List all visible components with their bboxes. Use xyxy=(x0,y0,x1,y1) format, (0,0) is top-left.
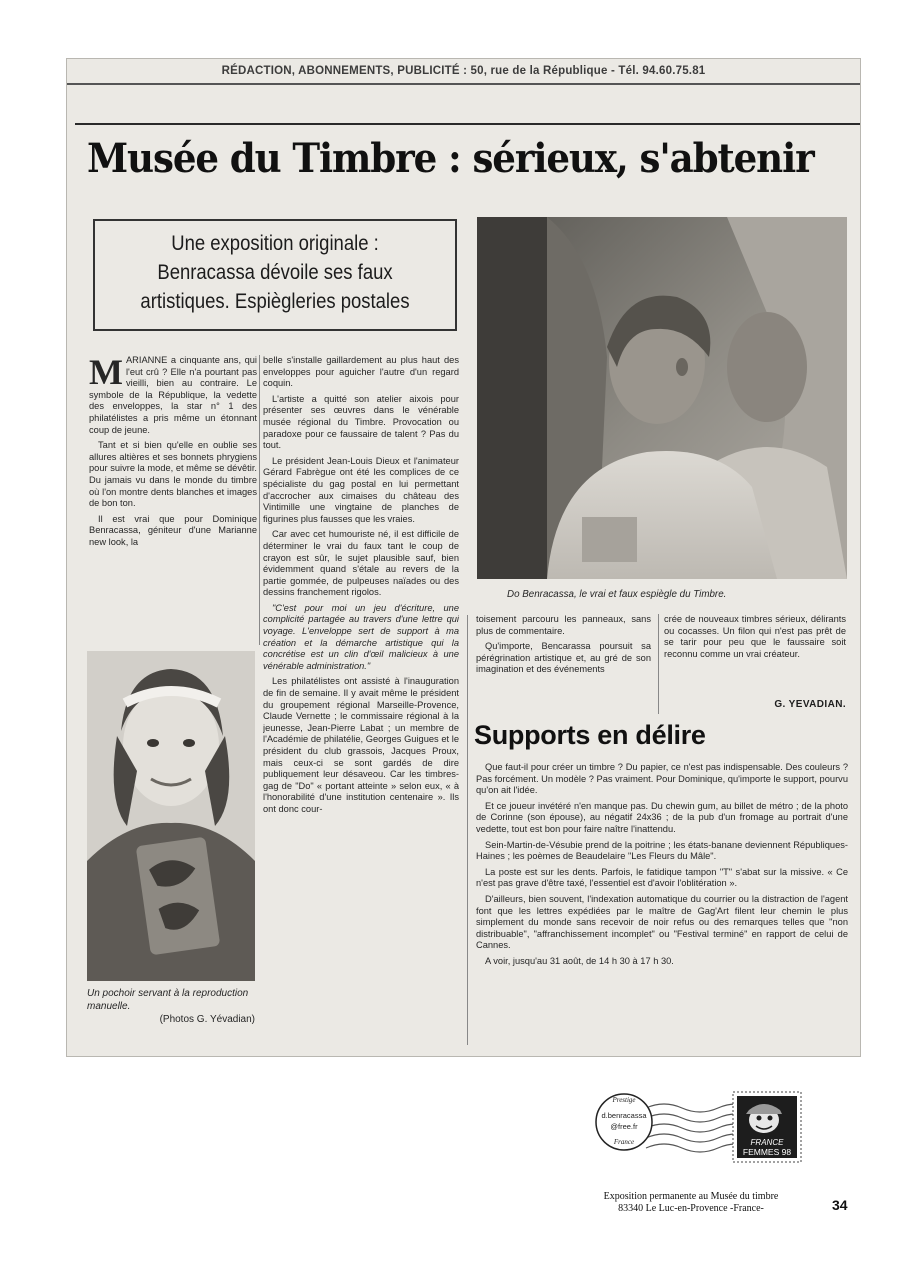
paragraph: Le président Jean-Louis Dieux et l'animateur Gérard Fabrègue ont été les complices de ce spécialiste du gag postal en lui permettant d'accrocher aux cimaises du château des Vintimille une vingtaine de planches de figurines plus fausses que les vraies. xyxy=(263,455,459,524)
photo-caption: Do Benracassa, le vrai et faux espiègle du Timbre. xyxy=(507,589,727,600)
paragraph: Tant et si bien qu'elle en oublie ses allures altières et ses bonnets phrygiens pour suivre la mode, et même se dévêtir. Du jamais vu dans le monde du timbre où l'on montre dents blanches et images de bon ton. xyxy=(89,440,257,509)
paragraph: Sein-Martin-de-Vésubie prend de la poitrine ; les états-banane deviennent Républiques-Haines ; les poèmes de Beaudelaire "Les Fleurs du Mâle". xyxy=(476,839,848,862)
paragraph: A voir, jusqu'au 31 août, de 14 h 30 à 17 h 30. xyxy=(485,955,674,966)
paragraph: Les philatélistes ont assisté à l'inauguration de fin de semaine. Il y avait même le président du groupement régional Marseille-Provence, Claude Vernette ; le commissaire régional à la jeunesse, Jean-Pierre Labat ; un membre de l'Académie de philatélie, Georges Guigues et le président du club grassois, Jacques Proux, mais ceux-ci se sont gardés de dire publiquement leur désaveou. Car les timbres-gag de "Do" « portant atteinte » selon eux, « à l'honorabilité d'une institution centenaire ». Ils ont donc cour- xyxy=(263,676,459,814)
headline-rule xyxy=(75,123,860,125)
author-signature: G. YEVADIAN. xyxy=(774,699,846,710)
subtitle-text: Une exposition originale : Benracassa dévoile ses faux artistiques. Espiègleries postales xyxy=(140,232,410,313)
article-column-1 xyxy=(89,352,257,553)
postmark-svg xyxy=(594,1088,809,1178)
postmark-line1: d.benracassa xyxy=(601,1111,647,1120)
article-column-2 xyxy=(263,355,459,1055)
newspaper-clipping xyxy=(66,58,861,1057)
header-strip: RÉDACTION, ABONNEMENTS, PUBLICITÉ : 50, rue de la République - Tél. 94.60.75.81 xyxy=(67,59,860,85)
paragraph: crée de nouveaux timbres sérieux, délirants ou cocasses. Un filon qui n'est pas prêt de se tarir pour peu que le faussaire soit reconnu comme un vrai créateur. xyxy=(664,614,846,659)
subtitle-box xyxy=(93,219,457,331)
article-column-3 xyxy=(476,614,651,680)
postmark-and-stamp xyxy=(594,1088,809,1178)
headline: Musée du Timbre : sérieux, s'abtenir xyxy=(87,135,814,182)
paragraph: La poste est sur les dents. Parfois, le fatidique tampon "T" s'abat sur la missive. « Ce n'est pas grave d'être taxé, l'essentiel est d'avoir l'oblitération ». xyxy=(476,866,848,889)
footer-line2: 83340 Le Luc-en-Provence -France- xyxy=(618,1203,764,1214)
paragraph: ARIANNE a cinquante ans, qui l'eut crû ? Elle n'a pourtant pas vieilli, bien au contraire. Le symbole de la République, la vedette des enveloppes, la star n° 1 des philatélistes a pris même un étonnant coup de jeune. xyxy=(89,355,257,435)
photo-girl-image xyxy=(87,651,255,981)
photo-girl xyxy=(87,651,255,981)
photo-benracassa xyxy=(477,217,847,579)
paragraph: Car avec cet humouriste né, il est difficile de déterminer le vrai du faux tant le coup de crayon est sûr, le sujet plausible sauf, bien évidemment quand s'étale au revers de la partie gommée, de pulpeuses naïades ou des dessins franchement rigolos. xyxy=(263,529,459,598)
paragraph: L'artiste a quitté son atelier aixois pour présenter ses œuvres dans le vénérable musée régional du Timbre. Provocation ou paradoxe pour ce faussaire de talent ? Pas du tout. xyxy=(263,393,459,451)
photo-credit: (Photos G. Yévadian) xyxy=(159,1014,255,1025)
stamp-line2: FEMMES 98 xyxy=(742,1147,792,1157)
article-column-5 xyxy=(476,762,848,972)
paragraph: Que faut-il pour créer un timbre ? Du papier, ce n'est pas indispensable. Des couleurs ? Pas forcément. Un modèle ? Pas vraiment. Pour Dominique, qu'importe le support, pourvu qu'on ait l'idée. xyxy=(476,762,848,796)
column-divider xyxy=(658,614,659,714)
postmark-bottom-text: France xyxy=(613,1138,635,1146)
footer xyxy=(578,1191,804,1215)
girl-caption xyxy=(87,987,255,1026)
paragraph: belle s'installe gaillardement au plus haut des enveloppes pour aguicher l'autre d'un regard coquin. xyxy=(263,355,459,389)
paragraph: toisement parcouru les panneaux, sans plus de commentaire. xyxy=(476,614,651,636)
column-divider xyxy=(259,355,260,645)
page-number: 34 xyxy=(832,1197,848,1213)
quote-paragraph: "C'est pour moi un jeu d'écriture, une complicité partagée au travers d'une lettre qui voyage. L'enveloppe sert de support à ma création et la démarche artistique qui la concrétise est un clin d'œil malicieux à une vénérable administration." xyxy=(263,602,459,671)
paragraph: Et ce joueur invétéré n'en manque pas. Du chewin gum, au billet de métro ; de la photo de Corinne (son épouse), au négatif 24x36 ; de la pub d'un fromage au portrait d'une vedette, tout est bon pour faire naître l'inattendu. xyxy=(476,800,848,834)
girl-caption-text: Un pochoir servant à la reproduction manuelle. xyxy=(87,988,249,1012)
dropcap: M xyxy=(89,352,123,392)
column-divider xyxy=(467,615,468,1045)
paragraph: Qu'importe, Bencarassa poursuit sa pérégrination artistique et, au gré de son imagination et des événements xyxy=(476,641,651,675)
photo-benracassa-image xyxy=(477,217,847,579)
postmark-top-text: Prestige xyxy=(612,1096,636,1104)
article-column-4 xyxy=(664,614,846,664)
paragraph: D'ailleurs, bien souvent, l'indexation automatique du courrier ou la distraction de l'agent font que les lettres expédiées par le maître de Gag'Art filent leur chemin le plus simplement du monde sans recevoir de noir refus ou des remarques telles que "non distribuable", "affranchissement incomplet" ou "Festival terminé" en rapport de celui de Cannes. xyxy=(476,893,848,951)
stamp-line1: FRANCE xyxy=(750,1138,784,1147)
paragraph: Il est vrai que pour Dominique Benracassa, géniteur d'une Marianne new look, la xyxy=(89,513,257,547)
footer-line1: Exposition permanente au Musée du timbre xyxy=(603,1191,779,1202)
subheading: Supports en délire xyxy=(474,720,706,750)
postmark-line2: @free.fr xyxy=(610,1122,638,1131)
stamp xyxy=(733,1092,801,1162)
